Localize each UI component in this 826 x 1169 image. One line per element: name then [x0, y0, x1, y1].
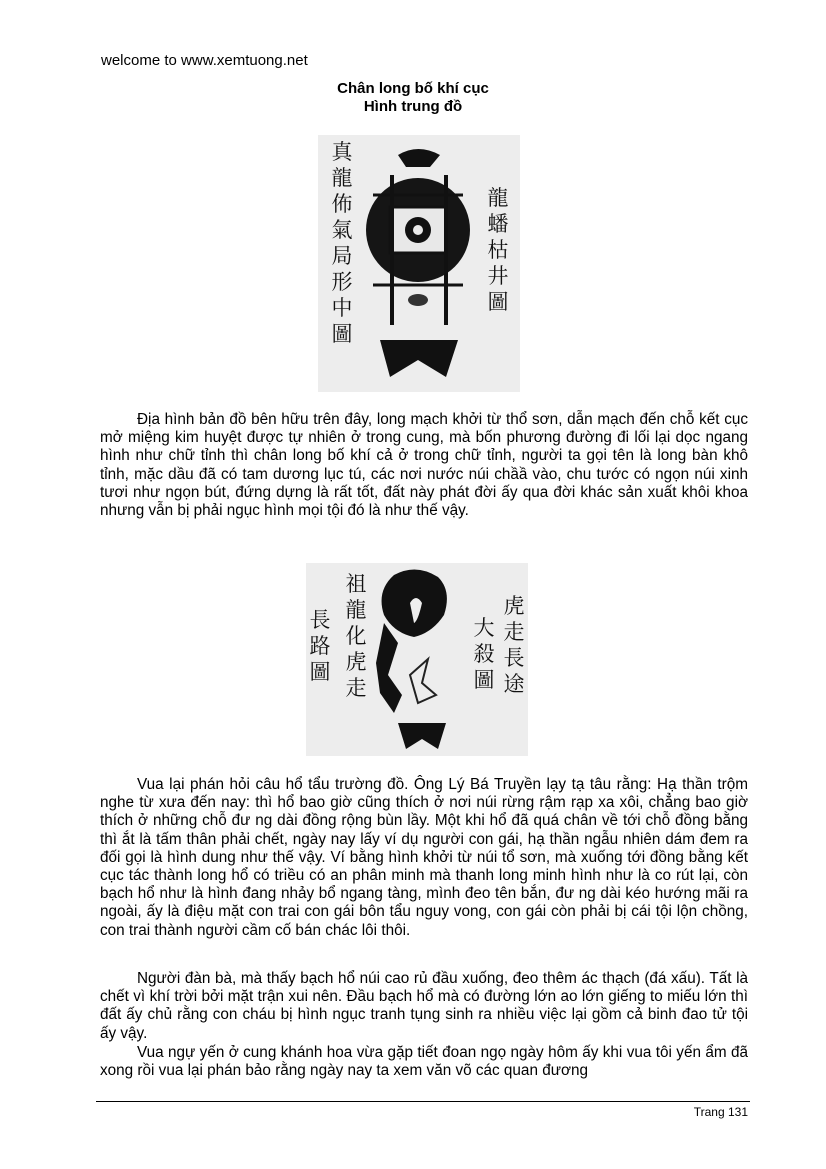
figure1-drawing	[318, 135, 520, 392]
figure2-drawing	[306, 563, 528, 756]
page-number: Trang 131	[693, 1105, 748, 1119]
chapter-title: Chân long bố khí cục	[337, 80, 489, 97]
footer-divider	[96, 1101, 750, 1102]
figure-ho-tau-truong-do	[306, 563, 528, 756]
paragraph-2: Vua lại phán hỏi câu hổ tẩu trường đồ. Ông Lý Bá Truyền lạy tạ tâu rằng: Hạ thần trộm nghe từ xưa đến nay: thì hổ bao giờ cũng thích ở nơi núi rừng rậm rạp xa xôi, chẳng bao giờ thích ở những chỗ đư ng dài đồng rộng bùn lầy. Một khi hổ đã quá chân về tới chỗ đồng bằng thì ắt là tấm thân phải chết, ngày nay lấy ví dụ người con gái, hạ thần ngẫu nhiên dám đem ra đối gọi là hình dung như thế vậy. Ví bằng hình khởi từ núi tổ sơn, mà xuống tới đồng bằng kết cục tác thành long hổ có triều có an phân minh mà thanh long minh hình như là co rút lại, còn bạch hổ như là hình đang nhảy bổ ngang tàng, mình đeo tên bắn, đư ng dài kéo hướng mãi ra ngoài, ấy là điệu mặt con trai con gái bôn tẩu nguy vong, con gái còn phải bị cái tội lộn chồng, con trai thành người cầm cố bán chác lôi thôi.	[100, 776, 748, 939]
figure-long-ban-kho-tinh	[318, 135, 520, 392]
title-block	[0, 80, 826, 116]
paragraph-3: Người đàn bà, mà thấy bạch hổ núi cao rủ đầu xuống, đeo thêm ác thạch (đá xấu). Tất là chết vì khí trời bởi mặt trận xui nên. Đầu bạch hổ mà có đường lớn ao lớn giếng to miếu lớn thì đất ấy chủ rằng con cháu bị hình ngục tranh tụng sinh ra nhiều việc lại gồm cả binh đao tử tội ấy vậy.	[100, 970, 748, 1042]
paragraph-4: Vua ngự yến ở cung khánh hoa vừa gặp tiết đoan ngọ ngày hôm ấy khi vua tôi yến ẩm đã xong rồi vua lại phán bảo rằng ngày nay ta xem văn võ các quan đương	[100, 1044, 748, 1080]
figure2-caption-1: 長路圖	[309, 608, 331, 684]
site-header: welcome to www.xemtuong.net	[101, 52, 308, 69]
chapter-subtitle: Hình trung đồ	[363, 98, 463, 115]
figure2-caption-4: 虎走長途	[503, 594, 525, 696]
figure1-left-caption: 真龍佈氣局形中圖	[331, 140, 353, 346]
paragraph-1: Địa hình bản đồ bên hữu trên đây, long mạch khởi từ thổ sơn, dẫn mạch đến chỗ kết cục mở miệng kim huyệt được tự nhiên ở trong cung, mà bốn phương đường đi lối lại dọc ngang hình như chữ tỉnh thì chân long bố khí cả ở trong chữ tỉnh, người ta gọi tên là long bàn khô tỉnh, mặc dầu đã có tam dương lục tú, các nơi nước núi chầầ vào, chu tước có ngọn núi xinh tươi như ngọn bút, đứng dựng là rất tốt, đất này phát đời ấy qua đời khác sản xuất khôi khoa nhưng vẫn bị phải ngục hình mọi tội đó là như thế vậy.	[100, 411, 748, 520]
figure2-caption-2: 祖龍化虎走	[345, 572, 367, 700]
figure1-right-caption: 龍蟠枯井圖	[487, 186, 509, 314]
figure2-caption-3: 大殺圖	[473, 616, 495, 692]
